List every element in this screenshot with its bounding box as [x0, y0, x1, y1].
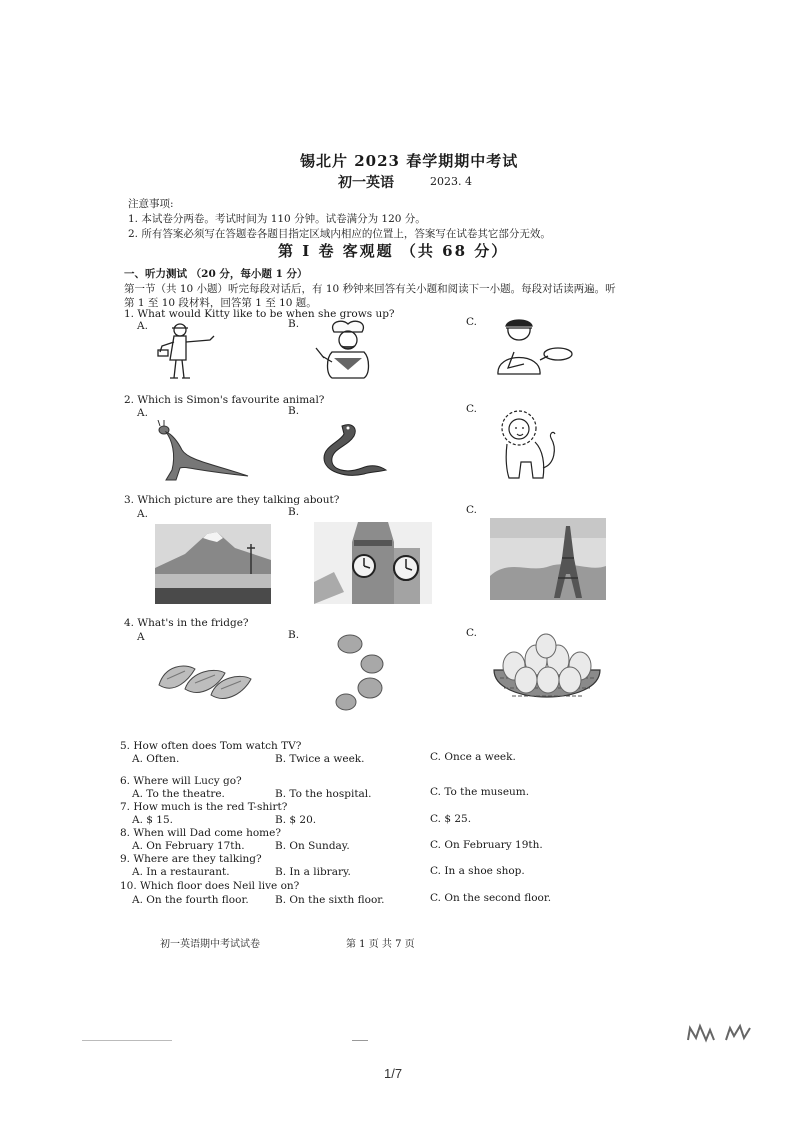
q9-option-a: A. In a restaurant.	[132, 866, 230, 878]
section-intro-2: 第 1 至 10 段材料，回答第 1 至 10 题。	[124, 297, 317, 309]
notes-heading: 注意事项:	[128, 198, 174, 210]
q9-option-c: C. In a shoe shop.	[430, 865, 525, 877]
q3-label-b: B.	[288, 506, 300, 518]
notes-item-2: 2. 所有答案必须写在答题卷各题目指定区域内相应的位置上，答案写在试卷其它部分无效。	[128, 228, 551, 240]
q3-label-c: C.	[466, 504, 477, 516]
q4-label-b: B.	[288, 629, 300, 641]
question-5: 5. How often does Tom watch TV?	[120, 740, 302, 752]
question-4: 4. What's in the fridge?	[124, 617, 249, 629]
q7-option-c: C. $ 25.	[430, 813, 472, 825]
section-heading: 一、听力测试 （20 分，每小题 1 分）	[124, 268, 308, 280]
q1-label-a: A.	[137, 320, 148, 332]
mount-fuji-photo	[155, 524, 271, 604]
eiffel-tower-photo	[490, 518, 606, 600]
exam-date: 2023. 4	[430, 175, 472, 188]
q2-label-c: C.	[466, 403, 477, 415]
q6-option-b: B. To the hospital.	[275, 788, 372, 800]
question-1: 1. What would Kitty like to be when she grows up?	[124, 308, 395, 320]
q9-option-b: B. In a library.	[275, 866, 351, 878]
chef-picture	[312, 318, 384, 380]
q8-option-a: A. On February 17th.	[132, 840, 245, 852]
eggs-basket-picture	[490, 630, 604, 714]
exam-title: 锡北片 2023 春学期期中考试	[300, 152, 519, 170]
question-9: 9. Where are they talking?	[120, 853, 262, 865]
question-2: 2. Which is Simon's favourite animal?	[124, 394, 325, 406]
question-3: 3. Which picture are they talking about?	[124, 494, 340, 506]
q6-option-a: A. To the theatre.	[132, 788, 225, 800]
cook-picture	[488, 316, 578, 376]
kangaroo-picture	[152, 420, 252, 482]
q5-option-b: B. Twice a week.	[275, 753, 365, 765]
q3-label-a: A.	[137, 508, 148, 520]
q6-option-c: C. To the museum.	[430, 786, 530, 798]
scan-artifact-line	[82, 1040, 172, 1041]
waiter-picture	[152, 320, 232, 382]
q4-label-a: A	[137, 631, 145, 643]
page-indicator: 1/7	[384, 1066, 403, 1081]
q5-option-a: A. Often.	[132, 753, 180, 765]
q7-option-a: A. $ 15.	[132, 814, 173, 826]
question-8: 8. When will Dad come home?	[120, 827, 281, 839]
q10-option-b: B. On the sixth floor.	[275, 894, 385, 906]
question-10: 10. Which floor does Neil live on?	[120, 880, 300, 892]
footer-page-number: 第 1 页 共 7 页	[346, 939, 415, 950]
question-6: 6. Where will Lucy go?	[120, 775, 242, 787]
q2-label-a: A.	[137, 407, 148, 419]
exam-subject: 初一英语	[338, 175, 394, 191]
lion-picture	[495, 408, 567, 482]
q10-option-a: A. On the fourth floor.	[132, 894, 249, 906]
q8-option-c: C. On February 19th.	[430, 839, 543, 851]
q8-option-b: B. On Sunday.	[275, 840, 350, 852]
q7-option-b: B. $ 20.	[275, 814, 317, 826]
notes-item-1: 1. 本试卷分两卷。考试时间为 110 分钟。试卷满分为 120 分。	[128, 213, 426, 225]
scan-artifact-smudge	[686, 1022, 756, 1044]
potatoes-picture	[328, 630, 392, 712]
q2-label-b: B.	[288, 405, 300, 417]
q1-label-c: C.	[466, 316, 477, 328]
snake-picture	[318, 420, 388, 476]
big-ben-photo	[314, 522, 432, 604]
q10-option-c: C. On the second floor.	[430, 892, 552, 904]
section-intro-1: 第一节（共 10 小题）听完每段对话后，有 10 秒钟来回答有关小题和阅读下一小题。每段对话读两遍。听	[124, 283, 616, 295]
q5-option-c: C. Once a week.	[430, 751, 516, 763]
carrots-picture	[155, 655, 255, 705]
q4-label-c: C.	[466, 627, 477, 639]
volume-title: 第 I 卷 客观题 （共 68 分）	[278, 242, 509, 260]
scan-artifact-mark	[352, 1040, 368, 1041]
q1-label-b: B.	[288, 318, 300, 330]
question-7: 7. How much is the red T-shirt?	[120, 801, 288, 813]
footer-subject: 初一英语期中考试试卷	[160, 939, 260, 950]
